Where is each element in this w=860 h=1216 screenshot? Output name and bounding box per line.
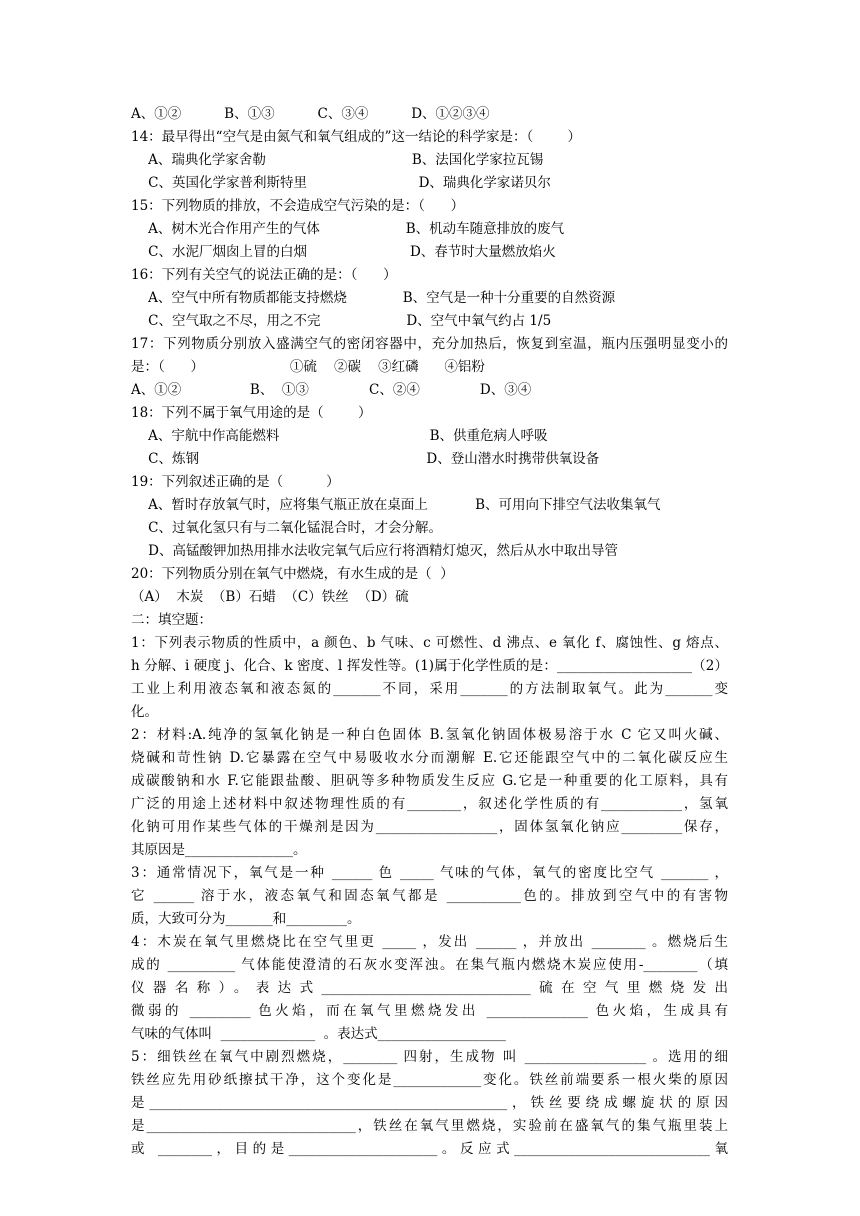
fill2-line3: 成碳酸钠和水 F.它能跟盐酸、胆矾等多种物质发生反应 G.它是一种重要的化工原料，具有	[131, 773, 728, 789]
q16-stem: 16：下列有关空气的说法正确的是：（ ）	[131, 267, 397, 283]
q19-options-ab: A、暂时存放氧气时，应将集气瓶正放在桌面上 B、可用向下排空气法收集氧气	[131, 497, 661, 513]
q20-options: （A） 木炭 （B）石蜡 （C）铁丝 （D）硫	[131, 589, 409, 605]
fill4-line5: 气味的气体叫 ______________ 。表达式___________________	[131, 1026, 506, 1042]
q17-options: A、①② B、 ①③ C、②④ D、③④	[131, 382, 532, 398]
fill1-line3: 工业上利用液态氧和液态氮的_______不同，采用_______的方法制取氧气。此为_______变	[131, 681, 728, 697]
fill3-line3: 质，大致可分为_______和_________。	[131, 911, 361, 927]
fill5-line5: 或 ________，目的是______________________。反应式_____________________________氧	[131, 1141, 728, 1157]
fill3-line2: 它 ______ 溶于水，液态氧气和固态氧气都是 ___________色的。排放到空气中的有害物	[131, 888, 728, 904]
q19-option-c: C、过氧化氢只有与二氧化锰混合时，才会分解。	[131, 520, 442, 536]
fill2-line1: 2：材料:A.纯净的氢氧化钠是一种白色固体 B.氢氧化钠固体极易溶于水 C 它又叫火碱、	[131, 727, 728, 743]
fill5-line4: 是_______________________________，铁丝在氧气里燃烧，实验前在盛氧气的集气瓶里装上	[131, 1118, 728, 1134]
q13-options: A、①② B、①③ C、③④ D、①②③④	[131, 106, 490, 122]
fill4-line4: 微弱的 _________ 色火焰，而在氧气里燃烧发出 _______________ 色火焰，生成具有	[131, 1003, 728, 1019]
fill5-line3: 是_____________________________________________________，铁丝要绕成螺旋状的原因	[131, 1095, 728, 1111]
fill2-line4: 广泛的用途上述材料中叙述物理性质的有________，叙述化学性质的有____________，氢氧	[131, 796, 728, 812]
q15-options-ab: A、树木光合作用产生的气体 B、机动车随意排放的废气	[131, 221, 565, 237]
q18-options-cd: C、炼钢 D、登山潜水时携带供氧设备	[131, 451, 600, 467]
q14-options-cd: C、英国化学家普利斯特里 D、瑞典化学家诺贝尔	[131, 175, 551, 191]
fill2-line2: 烧碱和苛性钠 D.它暴露在空气中易吸收水分而潮解 E.它还能跟空气中的二氧化碳反应生	[131, 750, 728, 766]
q17-stem: 17：下列物质分别放入盛满空气的密闭容器中，充分加热后，恢复到室温，瓶内压强明显变小的	[131, 336, 728, 352]
fill4-line2: 成的 __________ 气体能使澄清的石灰水变浑浊。在集气瓶内燃烧木炭应使用-________（填	[131, 957, 728, 973]
fill2-line6: 其原因是________________。	[131, 842, 307, 858]
q15-stem: 15：下列物质的排放，不会造成空气污染的是：（ ）	[131, 198, 465, 214]
q16-options-ab: A、空气中所有物质都能支持燃烧 B、空气是一种十分重要的自然资源	[131, 290, 616, 306]
q19-option-d: D、高锰酸钾加热用排水法收完氧气后应行将酒精灯熄灭，然后从水中取出导管	[131, 543, 618, 559]
fill5-line2: 铁丝应先用砂纸擦拭干净，这个变化是_____________变化。铁丝前端要系一根火柴的原因	[131, 1072, 728, 1088]
fill1-line4: 化。	[131, 704, 158, 720]
fill5-line1: 5：细铁丝在氧气中剧烈燃烧，________ 四射，生成物 叫 __________________ 。选用的细	[131, 1049, 728, 1065]
q14-options-ab: A、瑞典化学家舍勒 B、法国化学家拉瓦锡	[131, 152, 544, 168]
q14-stem: 14：最早得出“空气是由氮气和氧气组成的”这一结论的科学家是：（ ）	[131, 129, 582, 145]
q18-options-ab: A、宇航中作高能燃料 B、供重危病人呼吸	[131, 428, 548, 444]
fill2-line5: 化钠可用作某些气体的干燥剂是因为__________________，固体氢氧化钠应_________保存，	[131, 819, 728, 835]
fill1-line1: 1：下列表示物质的性质中，a 颜色、b 气味、c 可燃性、d 沸点、e 氧化 f、腐蚀性、g 熔点、	[131, 635, 728, 651]
q17-stem-cont: 是：（ ） ①硫 ②碳 ③红磷 ④铝粉	[131, 359, 485, 375]
q18-stem: 18：下列不属于氧气用途的是（ ）	[131, 405, 372, 421]
q15-options-cd: C、水泥厂烟囱上冒的白烟 D、春节时大量燃放焰火	[131, 244, 556, 260]
section-fill-in-heading: 二：填空题：	[131, 612, 212, 628]
q16-options-cd: C、空气取之不尽，用之不完 D、空气中氧气约占 1/5	[131, 313, 552, 329]
fill3-line1: 3：通常情况下，氧气是一种 ______ 色 _____ 气味的气体，氧气的密度比空气 _______ ，	[131, 865, 728, 881]
q20-stem: 20：下列物质分别在氧气中燃烧，有水生成的是（ ）	[131, 566, 454, 582]
fill4-line1: 4：木炭在氧气里燃烧比在空气里更 _____ ，发出 ______ ，并放出 ________ 。燃烧后生	[131, 934, 728, 950]
fill1-line2: h 分解、i 硬度 j、化合、k 密度、l 挥发性等。(1)属于化学性质的是：____________________（2）	[131, 658, 728, 674]
fill4-line3: 仪器名称）。表达式_______________________________硫在空气里燃烧发出	[131, 980, 728, 996]
q19-stem: 19：下列叙述正确的是（ ）	[131, 474, 340, 490]
